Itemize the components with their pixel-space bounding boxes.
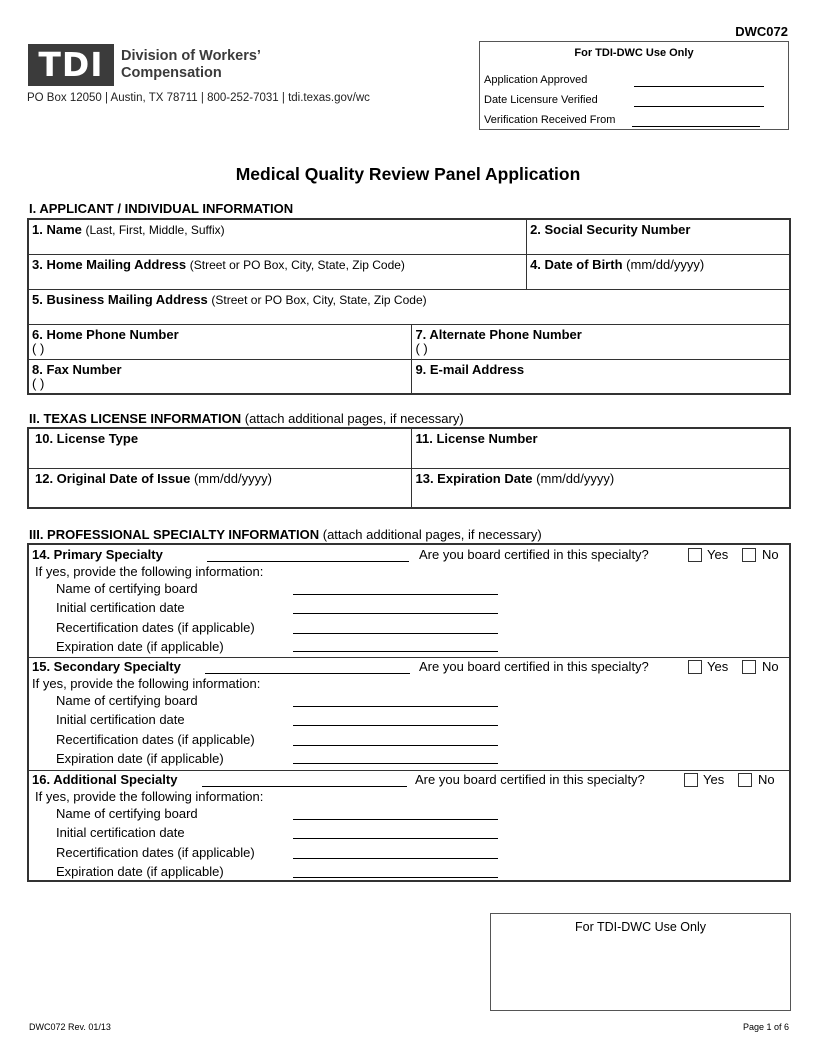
dob-field[interactable] bbox=[527, 254, 790, 289]
issue-date-hint: (mm/dd/yyyy) bbox=[193, 470, 272, 486]
office-use-received-label: Verification Received From bbox=[484, 114, 616, 126]
alt-phone-label: 7. Alternate Phone Number bbox=[415, 326, 582, 342]
ssn-field[interactable] bbox=[527, 219, 790, 254]
additional-no-label: No bbox=[758, 772, 775, 787]
secondary-expiration-label: Expiration date (if applicable) bbox=[56, 751, 224, 766]
additional-ifyes-text: If yes, provide the following information: bbox=[35, 789, 264, 804]
additional-no-checkbox[interactable] bbox=[738, 773, 752, 787]
email-field[interactable] bbox=[412, 359, 790, 394]
additional-expiration-label: Expiration date (if applicable) bbox=[56, 864, 224, 879]
section-2-hint: (attach additional pages, if necessary) bbox=[244, 411, 464, 426]
office-use-verified-label: Date Licensure Verified bbox=[484, 94, 598, 106]
primary-board-name-label: Name of certifying board bbox=[56, 581, 198, 596]
ssn-label: 2. Social Security Number bbox=[530, 222, 691, 237]
home-address-hint: (Street or PO Box, City, State, Zip Code) bbox=[189, 257, 405, 272]
secondary-specialty-block bbox=[29, 658, 789, 770]
name-label: 1. Name bbox=[32, 222, 82, 237]
license-number-field[interactable] bbox=[412, 428, 790, 468]
office-use-box-bottom bbox=[490, 913, 791, 1011]
business-address-hint: (Street or PO Box, City, State, Zip Code) bbox=[211, 292, 427, 307]
fax-label: 8. Fax Number bbox=[32, 361, 122, 377]
alt-phone-area-code: ( ) bbox=[415, 340, 428, 356]
additional-board-name-line[interactable] bbox=[293, 819, 498, 820]
primary-specialty-label: 14. Primary Specialty bbox=[32, 547, 163, 562]
business-address-field[interactable] bbox=[28, 289, 790, 324]
additional-yes-label: Yes bbox=[703, 772, 725, 787]
secondary-initial-cert-line[interactable] bbox=[293, 725, 498, 726]
secondary-recert-line[interactable] bbox=[293, 745, 498, 746]
section-2-title: II. TEXAS LICENSE INFORMATION bbox=[29, 411, 242, 426]
section-3-heading bbox=[29, 527, 542, 542]
primary-specialty-block bbox=[29, 545, 789, 657]
specialty-box bbox=[27, 543, 791, 882]
issue-date-label: 12. Original Date of Issue bbox=[35, 470, 191, 486]
office-use-title: For TDI-DWC Use Only bbox=[574, 47, 694, 59]
primary-no-label: No bbox=[762, 547, 779, 562]
alt-phone-field[interactable] bbox=[412, 324, 790, 359]
primary-board-name-line[interactable] bbox=[293, 594, 498, 595]
license-number-label: 11. License Number bbox=[415, 431, 538, 446]
additional-board-name-label: Name of certifying board bbox=[56, 806, 198, 821]
primary-board-question: Are you board certified in this specialty? bbox=[419, 547, 649, 562]
additional-board-question: Are you board certified in this specialty? bbox=[415, 772, 645, 787]
section-3-hint: (attach additional pages, if necessary) bbox=[322, 527, 542, 542]
email-label: 9. E-mail Address bbox=[415, 361, 525, 377]
secondary-ifyes-text: If yes, provide the following information: bbox=[32, 676, 261, 691]
additional-specialty-label: 16. Additional Specialty bbox=[32, 772, 178, 787]
issue-date-field[interactable] bbox=[28, 468, 412, 508]
tdi-logo: TDI bbox=[28, 44, 114, 86]
logo-line-2: Compensation bbox=[121, 65, 222, 81]
additional-specialty-line[interactable] bbox=[202, 786, 407, 787]
dob-label: 4. Date of Birth bbox=[530, 256, 623, 272]
primary-yes-label: Yes bbox=[707, 547, 729, 562]
secondary-board-name-label: Name of certifying board bbox=[56, 693, 198, 708]
secondary-recert-label: Recertification dates (if applicable) bbox=[56, 732, 255, 747]
primary-expiration-label: Expiration date (if applicable) bbox=[56, 639, 224, 654]
footer-page-number: Page 1 of 6 bbox=[742, 1022, 789, 1032]
office-use-approved-line[interactable] bbox=[634, 86, 764, 87]
home-address-label: 3. Home Mailing Address bbox=[32, 256, 187, 272]
primary-ifyes-text: If yes, provide the following information: bbox=[35, 564, 264, 579]
logo-line-1: Division of Workers’ bbox=[121, 48, 261, 64]
section-2-heading bbox=[29, 411, 464, 426]
expiration-date-field[interactable] bbox=[412, 468, 790, 508]
additional-specialty-block bbox=[29, 771, 789, 882]
office-use-verified-line[interactable] bbox=[634, 106, 764, 107]
secondary-yes-checkbox[interactable] bbox=[688, 660, 702, 674]
expiration-date-label: 13. Expiration Date bbox=[415, 470, 533, 486]
name-field[interactable] bbox=[28, 219, 527, 254]
logo-agency-name bbox=[121, 48, 261, 82]
home-address-field[interactable] bbox=[28, 254, 527, 289]
primary-no-checkbox[interactable] bbox=[742, 548, 756, 562]
primary-yes-checkbox[interactable] bbox=[688, 548, 702, 562]
section-3-title: III. PROFESSIONAL SPECIALTY INFORMATION bbox=[29, 527, 320, 542]
secondary-no-checkbox[interactable] bbox=[742, 660, 756, 674]
secondary-specialty-label: 15. Secondary Specialty bbox=[32, 659, 181, 674]
fax-field[interactable] bbox=[28, 359, 412, 394]
secondary-yes-label: Yes bbox=[707, 659, 729, 674]
license-type-label: 10. License Type bbox=[35, 431, 139, 446]
license-info-table bbox=[27, 427, 791, 509]
additional-initial-cert-line[interactable] bbox=[293, 838, 498, 839]
secondary-specialty-line[interactable] bbox=[205, 673, 410, 674]
additional-yes-checkbox[interactable] bbox=[684, 773, 698, 787]
secondary-board-name-line[interactable] bbox=[293, 706, 498, 707]
fax-area-code: ( ) bbox=[32, 375, 45, 391]
office-use-box-top bbox=[479, 41, 789, 130]
dob-hint: (mm/dd/yyyy) bbox=[626, 256, 705, 272]
office-use-received-line[interactable] bbox=[632, 126, 760, 127]
additional-recert-line[interactable] bbox=[293, 858, 498, 859]
home-phone-field[interactable] bbox=[28, 324, 412, 359]
home-phone-area-code: ( ) bbox=[32, 340, 45, 356]
expiration-date-hint: (mm/dd/yyyy) bbox=[536, 470, 615, 486]
primary-recert-label: Recertification dates (if applicable) bbox=[56, 620, 255, 635]
additional-expiration-line[interactable] bbox=[293, 877, 498, 878]
footer-revision: DWC072 Rev. 01/13 bbox=[29, 1022, 111, 1032]
name-hint: (Last, First, Middle, Suffix) bbox=[85, 223, 225, 237]
form-number: DWC072 bbox=[735, 24, 788, 39]
primary-recert-line[interactable] bbox=[293, 633, 498, 634]
additional-initial-cert-label: Initial certification date bbox=[56, 825, 185, 840]
applicant-info-table bbox=[27, 218, 791, 395]
section-1-heading: I. APPLICANT / INDIVIDUAL INFORMATION bbox=[29, 201, 294, 216]
home-phone-label: 6. Home Phone Number bbox=[32, 326, 179, 342]
secondary-board-question: Are you board certified in this specialty? bbox=[419, 659, 649, 674]
secondary-expiration-line[interactable] bbox=[293, 763, 498, 764]
primary-specialty-line[interactable] bbox=[207, 561, 409, 562]
business-address-label: 5. Business Mailing Address bbox=[32, 291, 208, 307]
additional-recert-label: Recertification dates (if applicable) bbox=[56, 845, 255, 860]
form-title: Medical Quality Review Panel Application bbox=[235, 164, 581, 184]
primary-initial-cert-line[interactable] bbox=[293, 613, 498, 614]
license-type-field[interactable] bbox=[28, 428, 412, 468]
office-use-bottom-title: For TDI-DWC Use Only bbox=[574, 920, 707, 934]
primary-expiration-line[interactable] bbox=[293, 651, 498, 652]
agency-address: PO Box 12050 | Austin, TX 78711 | 800-252-7031 | tdi.texas.gov/wc bbox=[27, 92, 370, 104]
office-use-approved-label: Application Approved bbox=[484, 74, 588, 86]
primary-initial-cert-label: Initial certification date bbox=[56, 600, 185, 615]
secondary-initial-cert-label: Initial certification date bbox=[56, 712, 185, 727]
secondary-no-label: No bbox=[762, 659, 779, 674]
